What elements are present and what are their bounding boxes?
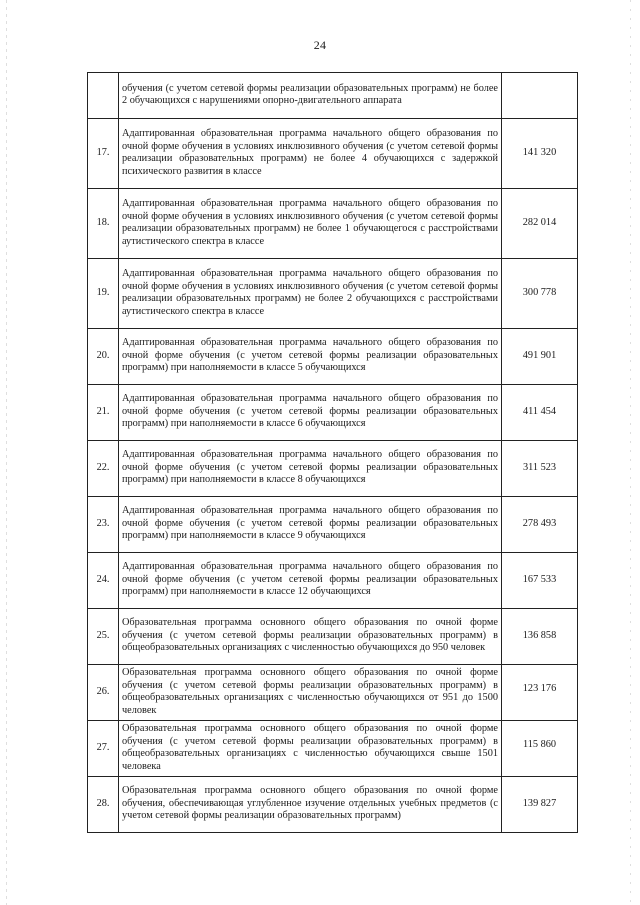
program-description: Адаптированная образовательная программа начального общего образования по очной форме обучения (с учетом сетевой формы реализации образовательных программ) при наполняемости в классе 12 обучающихся: [119, 553, 502, 609]
cost-value: 278 493: [502, 497, 578, 553]
row-number: 28.: [88, 777, 119, 833]
row-number: 19.: [88, 259, 119, 329]
row-number: 22.: [88, 441, 119, 497]
row-number: 26.: [88, 665, 119, 721]
row-number: 25.: [88, 609, 119, 665]
program-description: Образовательная программа основного общего образования по очной форме обучения (с учетом сетевой формы реализации образовательных программ) в общеобразовательных организациях с численностью обучающихся свыше 1501 человека: [119, 721, 502, 777]
cost-value: 311 523: [502, 441, 578, 497]
row-number: 27.: [88, 721, 119, 777]
program-description: обучения (с учетом сетевой формы реализации образовательных программ) не более 2 обучающихся с нарушениями опорно-двигательного аппарата: [119, 73, 502, 119]
program-description: Адаптированная образовательная программа начального общего образования по очной форме обучения в условиях инклюзивного обучения (с учетом сетевой формы реализации образовательных программ) не более 2 обучающихся с расстройствами аутистического спектра в классе: [119, 259, 502, 329]
table-row: [88, 609, 578, 665]
table-row: [88, 777, 578, 833]
cost-value: 300 778: [502, 259, 578, 329]
table-row: [88, 665, 578, 721]
cost-value: 167 533: [502, 553, 578, 609]
row-number: 17.: [88, 119, 119, 189]
program-description: Образовательная программа основного общего образования по очной форме обучения (с учетом сетевой формы реализации образовательных программ) в общеобразовательных организациях с численностью обучающихся от 951 до 1500 человек: [119, 665, 502, 721]
table-row: [88, 441, 578, 497]
table-row: [88, 721, 578, 777]
cost-value: 136 858: [502, 609, 578, 665]
program-description: Адаптированная образовательная программа начального общего образования по очной форме обучения (с учетом сетевой формы реализации образовательных программ) при наполняемости в классе 8 обучающихся: [119, 441, 502, 497]
scan-edge-left: [6, 0, 7, 905]
cost-value: 282 014: [502, 189, 578, 259]
cost-value: 411 454: [502, 385, 578, 441]
table-row: [88, 329, 578, 385]
program-description: Образовательная программа основного общего образования по очной форме обучения (с учетом сетевой формы реализации образовательных программ) в общеобразовательных организациях с численностью обучающихся до 950 человек: [119, 609, 502, 665]
table-row: [88, 259, 578, 329]
cost-value: 141 320: [502, 119, 578, 189]
cost-value: [502, 73, 578, 119]
table-row: [88, 119, 578, 189]
row-number: 20.: [88, 329, 119, 385]
row-number: 24.: [88, 553, 119, 609]
tariff-table: [87, 72, 578, 833]
scan-edge-right: [630, 0, 631, 905]
table-row: [88, 553, 578, 609]
table-row: [88, 73, 578, 119]
table-row: [88, 385, 578, 441]
table-row: [88, 497, 578, 553]
program-description: Адаптированная образовательная программа начального общего образования по очной форме обучения (с учетом сетевой формы реализации образовательных программ) при наполняемости в классе 6 обучающихся: [119, 385, 502, 441]
cost-value: 115 860: [502, 721, 578, 777]
cost-value: 123 176: [502, 665, 578, 721]
row-number: 23.: [88, 497, 119, 553]
page-number: 24: [313, 38, 327, 52]
program-description: Адаптированная образовательная программа начального общего образования по очной форме обучения в условиях инклюзивного обучения (с учетом сетевой формы реализации образовательных программ) не более 1 обучающегося с расстройствами аутистического спектра в классе: [119, 189, 502, 259]
program-description: Образовательная программа основного общего образования по очной форме обучения, обеспечивающая углубленное изучение отдельных учебных предметов (с учетом сетевой формы реализации образовательных программ): [119, 777, 502, 833]
row-number: [88, 73, 119, 119]
cost-value: 491 901: [502, 329, 578, 385]
program-description: Адаптированная образовательная программа начального общего образования по очной форме обучения (с учетом сетевой формы реализации образовательных программ) при наполняемости в классе 5 обучающихся: [119, 329, 502, 385]
row-number: 21.: [88, 385, 119, 441]
table-row: [88, 189, 578, 259]
program-description: Адаптированная образовательная программа начального общего образования по очной форме обучения (с учетом сетевой формы реализации образовательных программ) при наполняемости в классе 9 обучающихся: [119, 497, 502, 553]
row-number: 18.: [88, 189, 119, 259]
cost-value: 139 827: [502, 777, 578, 833]
program-description: Адаптированная образовательная программа начального общего образования по очной форме обучения в условиях инклюзивного обучения (с учетом сетевой формы реализации образовательных программ) не более 4 обучающихся с задержкой психического развития в классе: [119, 119, 502, 189]
